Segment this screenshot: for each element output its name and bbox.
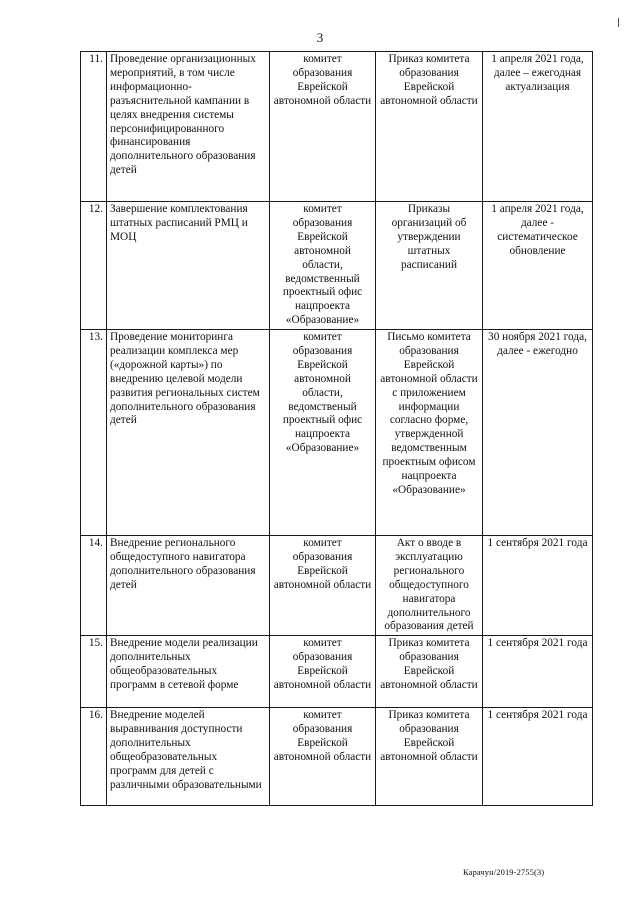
deadline-cell: 30 ноября 2021 года, далее - ежегодно bbox=[483, 330, 593, 536]
row-number: 15. bbox=[81, 636, 107, 708]
executor-cell: комитет образования Еврейской автономной области bbox=[270, 52, 376, 202]
event-cell: Проведение организационных мероприятий, в том числе информационно-разъяснительной кампании в целях внедрения системы персонифицированного финансирования дополнительного образования детей bbox=[107, 52, 270, 202]
document-cell: Акт о вводе в эксплуатацию регионального общедоступного навигатора дополнительного образования детей bbox=[376, 536, 483, 636]
executor-cell: комитет образования Еврейской автономной области bbox=[270, 636, 376, 708]
event-cell: Внедрение регионального общедоступного навигатора дополнительного образования детей bbox=[107, 536, 270, 636]
row-number: 14. bbox=[81, 536, 107, 636]
event-cell: Завершение комплектования штатных расписаний РМЦ и МОЦ bbox=[107, 202, 270, 330]
event-cell: Проведение мониторинга реализации комплекса мер («дорожной карты») по внедрению целевой модели развития региональных систем дополнительного образования детей bbox=[107, 330, 270, 536]
row-number: 11. bbox=[81, 52, 107, 202]
document-code: Карачун/2019-2755(3) bbox=[463, 867, 545, 877]
roadmap-table bbox=[80, 51, 593, 806]
scan-edge-mark bbox=[618, 18, 619, 27]
event-cell: Внедрение моделей выравнивания доступности дополнительных общеобразовательных программ для детей с различными образовательными bbox=[107, 708, 270, 806]
deadline-cell: 1 сентября 2021 года bbox=[483, 636, 593, 708]
row-number: 13. bbox=[81, 330, 107, 536]
executor-cell: комитет образования Еврейской автономной области bbox=[270, 708, 376, 806]
executor-cell: комитет образования Еврейской автономной области bbox=[270, 536, 376, 636]
table-row bbox=[81, 708, 593, 806]
deadline-cell: 1 апреля 2021 года, далее - систематическое обновление bbox=[483, 202, 593, 330]
table-row bbox=[81, 330, 593, 536]
table-row bbox=[81, 52, 593, 202]
deadline-cell: 1 сентября 2021 года bbox=[483, 536, 593, 636]
page-number: 3 bbox=[316, 30, 324, 45]
table-row bbox=[81, 636, 593, 708]
row-number: 16. bbox=[81, 708, 107, 806]
deadline-cell: 1 сентября 2021 года bbox=[483, 708, 593, 806]
row-number: 12. bbox=[81, 202, 107, 330]
document-cell: Приказ комитета образования Еврейской автономной области bbox=[376, 636, 483, 708]
document-cell: Письмо комитета образования Еврейской автономной области с приложением информации согласно форме, утвержденной ведомственным проектным офисом нацпроекта «Образование» bbox=[376, 330, 483, 536]
document-cell: Приказы организаций об утверждении штатных расписаний bbox=[376, 202, 483, 330]
document-cell: Приказ комитета образования Еврейской автономной области bbox=[376, 52, 483, 202]
deadline-cell: 1 апреля 2021 года, далее – ежегодная актуализация bbox=[483, 52, 593, 202]
executor-cell: комитет образования Еврейской автономной области, ведомственый проектный офис нацпроекта «Образование» bbox=[270, 330, 376, 536]
executor-cell: комитет образования Еврейской автономной области, ведомственный проектный офис нацпроекта «Образование» bbox=[270, 202, 376, 330]
event-cell: Внедрение модели реализации дополнительных общеобразовательных программ в сетевой форме bbox=[107, 636, 270, 708]
document-cell: Приказ комитета образования Еврейской автономной области bbox=[376, 708, 483, 806]
table-row bbox=[81, 202, 593, 330]
table-row bbox=[81, 536, 593, 636]
